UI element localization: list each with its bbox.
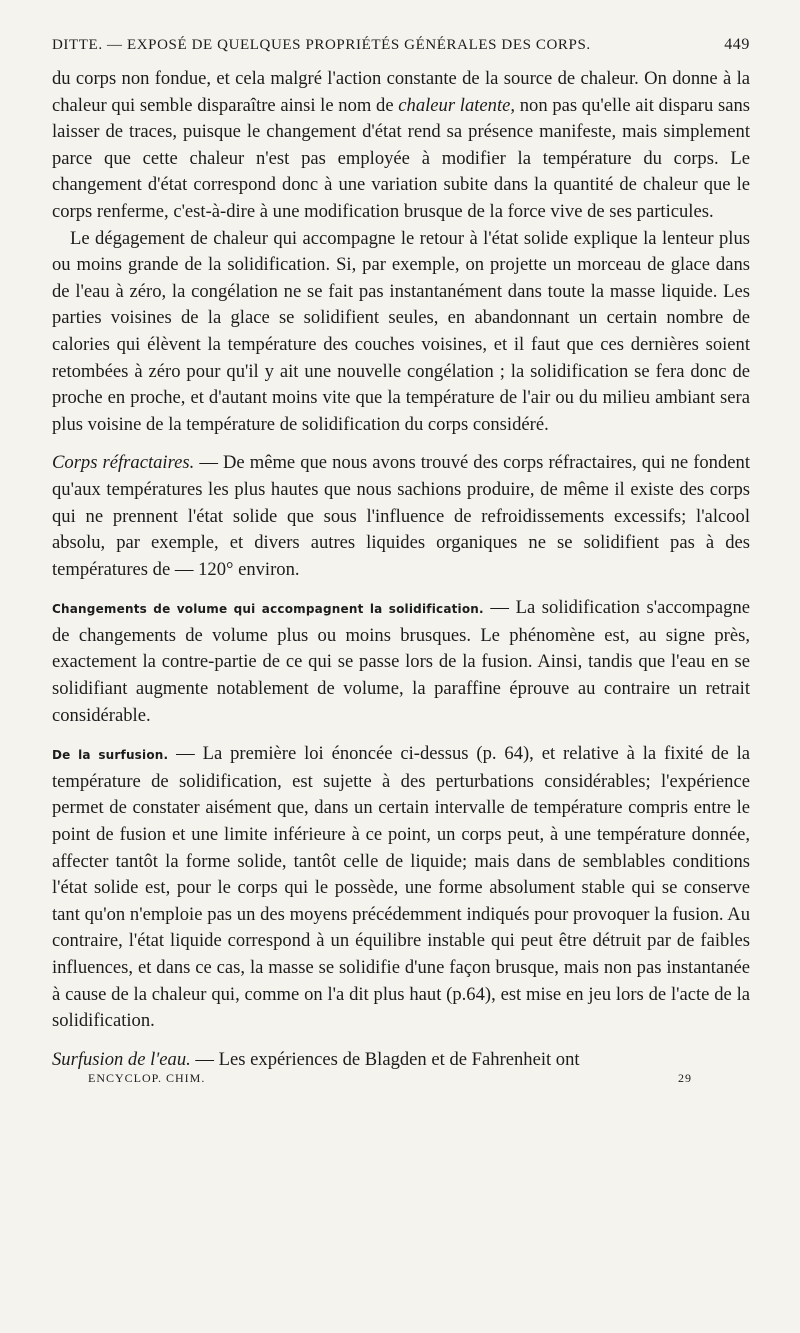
- heading-changements-volume: Changements de volume qui accompagnent la solidification.: [52, 602, 484, 617]
- section-gap: [52, 583, 750, 595]
- paragraph-1-line-1: du corps non fondue, et cela malgré l'action constante de la source de chaleur.: [52, 68, 639, 89]
- paragraph-1-part-3: non pas qu'elle ait disparu sans laisser de traces, puisque le changement d'état rend sa présence manifeste, mais simplement parce que cette chaleur n'est pas employée à modifier la température du corps. Le changement d'état correspond donc à une variation subite dans la quantité de chaleur que le corps renferme, c'est-à-dire à une modification brusque de la force vive de ses particules.: [52, 94, 751, 222]
- section-gap: [52, 438, 750, 450]
- paragraph-surfusion-eau-body: — Les expériences de Blagden et de Fahrenheit ont: [190, 1048, 580, 1070]
- running-header: [52, 36, 750, 54]
- paragraph-corps-refractaires-body: — De même que nous avons trouvé des corps réfractaires, qui ne fondent qu'aux températures les plus hautes que nous sachions produire, de même il existe des corps qui ne prennent l'état solide que sous l'influence de refroidissements excessifs; l'alcool absolu, par exemple, et divers autres liquides organiques ne se solidifient pas à des températures de — 120° environ.: [52, 452, 750, 580]
- footer-signature: ENCYCLOP. CHIM.: [88, 1071, 206, 1086]
- paragraph-surfusion-body: — La première loi énoncée ci-dessus (p. 64), et relative à la fixité de la température de solidification, est sujette à des perturbations considérables; l'expérience permet de constater aisément que, dans un certain intervalle de température compris entre le point de fusion et une limite inférieure à ce point, un corps peut, à une température donnée, affecter tantôt la forme solide, tantôt celle de liquide; mais dans de semblables conditions l'état solide est, pour le corps qui le possède, une forme absolument stable qui se conserve tant qu'on n'emploie pas un des moyens précédemment indiqués pour provoquer la fusion. Au contraire, l'état liquide correspond à un équilibre instable qui peut être détruit par de faibles influences, et dans ce cas, la masse se solidifie d'une façon brusque, mais non pas instantanée à cause de la chaleur qui, comme on l'a dit plus haut (p.64), est mise en jeu lors de l'acte de la solidification.: [52, 743, 750, 1032]
- paragraph-2: Le dégagement de chaleur qui accompagne le retour à l'état solide explique la lenteur plus ou moins grande de la solidification. Si, par exemple, on projette un morceau de glace dans de l'eau à zéro, la congélation ne se fait pas instantanément dans toute la masse liquide. Les parties voisines de la glace se solidifient seules, en abandonnant un certain nombre de calories qui élèvent la température des couches voisines, et il faut que ces dernières soient retombées à zéro pour qu'il y ait une nouvelle congélation ; la solidification se fera donc de proche en proche, et d'autant moins vite que la température de l'air ou du milieu ambiant sera plus voisine de la température de solidification du corps considéré.: [52, 227, 750, 435]
- footer-sheet-number: 29: [678, 1071, 692, 1086]
- page-number: 449: [724, 36, 750, 53]
- page-footer: [52, 1071, 750, 1086]
- paragraph-surfusion-eau: [52, 1047, 750, 1074]
- running-title: DITTE. — EXPOSÉ DE QUELQUES PROPRIÉTÉS GÉNÉRALES DES CORPS.: [52, 37, 591, 53]
- section-gap: [52, 729, 750, 741]
- heading-corps-refractaires: Corps réfractaires.: [52, 452, 195, 474]
- body-text: [52, 66, 750, 1073]
- paragraph-surfusion: [52, 741, 750, 1035]
- section-gap: [52, 1035, 750, 1047]
- document-page: [52, 36, 750, 1086]
- paragraph-changements-volume: [52, 595, 750, 729]
- heading-surfusion-eau: Surfusion de l'eau.: [52, 1048, 191, 1070]
- paragraph-changements-volume-body: — La solidification s'accompagne de changements de volume plus ou moins brusques. Le phénomène est, au signe près, exactement la contre-partie de ce qui se passe lors de la fusion. Ainsi, tandis que l'eau en se solidifiant augmente notablement de volume, la paraffine éprouve au contraire un retrait considérable.: [52, 597, 750, 726]
- paragraph-1-part-2: On donne à la chaleur qui semble disparaître ainsi le nom de: [52, 68, 750, 116]
- term-chaleur-latente: chaleur latente,: [398, 94, 516, 116]
- heading-surfusion: De la surfusion.: [52, 748, 169, 763]
- paragraph-1: [52, 66, 750, 226]
- paragraph-corps-refractaires: [52, 450, 750, 583]
